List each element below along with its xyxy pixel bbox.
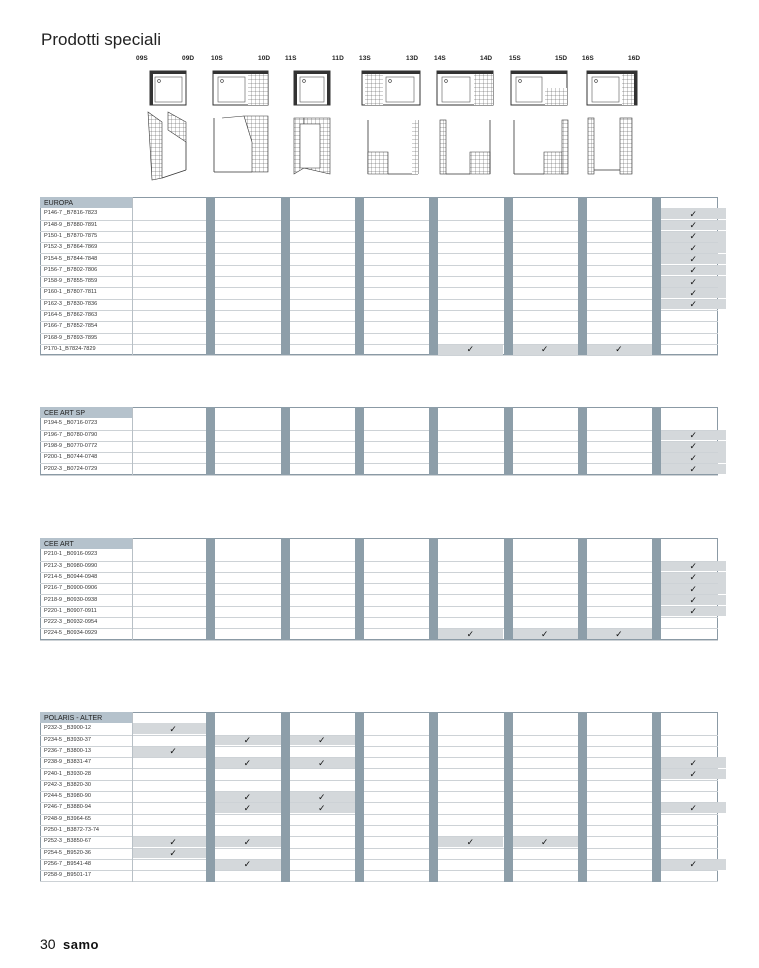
product-code: P200-1 _B0744-0748 — [44, 454, 98, 461]
product-code: P244-5 _B3980-90 — [44, 793, 91, 800]
product-code: P248-9 _B3964-65 — [44, 815, 91, 822]
check-icon: ✓ — [689, 606, 698, 617]
plan-15 — [511, 71, 567, 105]
wall-13 — [368, 120, 418, 174]
check-icon: ✓ — [689, 254, 698, 264]
check-icon: ✓ — [243, 836, 252, 847]
product-code: P220-1 _B0907-0911 — [44, 607, 97, 614]
column-bar — [281, 407, 290, 475]
column-bar — [429, 538, 438, 640]
product-code: P222-3 _B0932-0954 — [44, 619, 98, 626]
column-label-14d: 14D — [480, 55, 493, 62]
shower-diagrams — [0, 0, 759, 190]
column-label-15d: 15D — [555, 55, 568, 62]
column-label-16d: 16D — [628, 55, 641, 62]
column-bar — [355, 712, 364, 882]
check-icon: ✓ — [689, 452, 698, 463]
check-icon: ✓ — [466, 628, 475, 639]
check-icon: ✓ — [169, 723, 177, 734]
page-title: Prodotti speciali — [41, 30, 162, 49]
table-polaris-alter — [40, 712, 718, 882]
check-icon: ✓ — [689, 561, 698, 572]
check-icon: ✓ — [317, 802, 326, 813]
check-icon: ✓ — [317, 735, 326, 746]
check-icon: ✓ — [466, 344, 475, 355]
check-icon: ✓ — [689, 583, 698, 594]
page-number: 30 — [40, 936, 56, 952]
column-bar — [652, 407, 661, 475]
wall-14 — [440, 120, 490, 174]
table-row — [40, 870, 718, 882]
plan-10 — [213, 71, 268, 105]
column-bar — [355, 538, 364, 640]
wall-16 — [588, 118, 632, 174]
column-bar — [429, 712, 438, 882]
check-icon: ✓ — [689, 859, 698, 870]
wall-10 — [214, 116, 268, 172]
check-icon: ✓ — [689, 231, 698, 242]
check-icon: ✓ — [615, 344, 623, 355]
column-label-11s: 11S — [285, 55, 297, 62]
product-code: P214-5 _B0944-0948 — [44, 573, 98, 580]
product-code: P218-9 _B0930-0938 — [44, 596, 98, 603]
check-icon: ✓ — [243, 791, 252, 802]
product-code: P160-1 _B7807-7811 — [44, 289, 97, 296]
table-europa — [40, 197, 718, 355]
product-code: P238-9 _B3831-47 — [44, 759, 91, 766]
column-bar — [355, 407, 364, 475]
column-bar — [578, 712, 587, 882]
check-icon: ✓ — [466, 836, 475, 847]
check-icon: ✓ — [169, 848, 177, 859]
product-code: P196-7 _B0780-0790 — [44, 431, 98, 438]
column-label-11d: 11D — [332, 55, 344, 62]
product-code: P198-9 _B0770-0772 — [44, 442, 98, 449]
check-icon: ✓ — [540, 344, 549, 355]
column-bar — [281, 538, 290, 640]
check-icon: ✓ — [689, 208, 698, 219]
column-label-13s: 13S — [359, 55, 371, 62]
column-bar — [504, 712, 513, 882]
group-name: EUROPA — [44, 200, 74, 207]
check-icon: ✓ — [689, 299, 698, 310]
product-code: P194-5 _B0716-0723 — [44, 420, 98, 427]
product-code: P216-7 _B0900-0906 — [44, 585, 98, 592]
product-code: P170-1_B7824-7829 — [44, 345, 96, 352]
product-code: P168-9 _B7893-7895 — [44, 334, 98, 341]
group-header — [40, 407, 132, 418]
group-header — [40, 712, 132, 723]
column-divider — [132, 538, 133, 640]
column-bar — [504, 538, 513, 640]
check-icon: ✓ — [243, 859, 252, 870]
wall-11 — [294, 118, 330, 174]
column-bar — [504, 197, 513, 355]
group-header — [40, 538, 132, 549]
product-code: P158-9 _B7855-7859 — [44, 278, 98, 285]
product-code: P240-1 _B3930-28 — [44, 770, 91, 777]
column-bar — [504, 407, 513, 475]
check-icon: ✓ — [689, 441, 698, 452]
check-icon: ✓ — [689, 464, 698, 474]
group-header — [40, 197, 132, 208]
check-icon: ✓ — [689, 769, 698, 779]
wall-15 — [514, 120, 568, 174]
check-icon: ✓ — [169, 836, 177, 847]
column-label-15s: 15S — [509, 55, 521, 62]
product-code: P150-1 _B7870-7875 — [44, 232, 98, 239]
check-icon: ✓ — [317, 757, 326, 768]
check-icon: ✓ — [317, 791, 326, 802]
product-code: P224-5 _B0934-0929 — [44, 630, 98, 637]
group-name: CEE ART SP — [44, 410, 85, 417]
product-code: P162-3 _B7830-7836 — [44, 300, 98, 307]
column-bar — [355, 197, 364, 355]
table-cee-art — [40, 538, 718, 640]
column-bar — [206, 197, 215, 355]
column-label-10s: 10S — [211, 55, 223, 62]
column-bar — [281, 197, 290, 355]
column-bar — [429, 197, 438, 355]
product-code: P258-9 _B9501-17 — [44, 872, 91, 879]
product-code: P146-7 _B7816-7823 — [44, 210, 98, 217]
check-icon: ✓ — [689, 430, 698, 441]
product-code: P210-1 _B0916-0923 — [44, 551, 98, 558]
column-bar — [578, 538, 587, 640]
check-icon: ✓ — [689, 287, 698, 298]
check-icon: ✓ — [243, 802, 252, 813]
check-icon: ✓ — [243, 757, 252, 768]
product-code: P166-7 _B7852-7854 — [44, 323, 98, 330]
column-bar — [206, 712, 215, 882]
product-code: P164-5 _B7862-7863 — [44, 312, 98, 318]
column-divider — [132, 407, 133, 475]
check-icon: ✓ — [689, 242, 698, 253]
column-label-09d: 09D — [182, 55, 195, 62]
column-bar — [578, 197, 587, 355]
column-bar — [206, 538, 215, 640]
column-bar — [206, 407, 215, 475]
column-bar — [652, 538, 661, 640]
brand-logo: samo — [63, 937, 99, 952]
product-code: P256-7 _B9541-48 — [44, 860, 91, 867]
check-icon: ✓ — [689, 757, 698, 768]
plan-09 — [150, 71, 186, 105]
product-code: P246-7 _B3880-94 — [44, 804, 91, 811]
wall-09 — [148, 112, 186, 180]
plan-14 — [437, 71, 493, 105]
check-icon: ✓ — [243, 735, 252, 746]
product-code: P254-5 _B9520-36 — [44, 849, 91, 856]
check-icon: ✓ — [689, 276, 698, 287]
product-code: P154-5 _B7844-7848 — [44, 255, 98, 262]
table-row — [40, 464, 718, 476]
plan-16 — [587, 71, 637, 105]
column-label-09s: 09S — [136, 55, 148, 62]
column-bar — [429, 407, 438, 475]
check-icon: ✓ — [689, 595, 698, 605]
product-code: P202-3 _B0724-0729 — [44, 465, 98, 472]
product-code: P212-3 _B0980-0990 — [44, 562, 98, 569]
column-bar — [281, 712, 290, 882]
column-divider — [132, 712, 133, 882]
check-icon: ✓ — [540, 836, 549, 847]
group-name: CEE ART — [44, 541, 74, 548]
check-icon: ✓ — [540, 628, 549, 639]
group-name: POLARIS - ALTER — [44, 715, 103, 722]
product-code: P236-7 _B3800-13 — [44, 747, 91, 754]
product-code: P232-3 _B3900-12 — [44, 725, 91, 732]
table-cee-art-sp — [40, 407, 718, 475]
check-icon: ✓ — [689, 265, 698, 276]
column-label-14s: 14S — [434, 55, 446, 62]
column-bar — [652, 197, 661, 355]
product-code: P250-1 _B3872-73-74 — [44, 827, 100, 833]
check-icon: ✓ — [689, 802, 698, 813]
column-bar — [652, 712, 661, 882]
product-code: P234-5 _B3930-37 — [44, 736, 91, 743]
column-bar — [578, 407, 587, 475]
plan-11 — [294, 71, 330, 105]
check-icon: ✓ — [689, 220, 698, 231]
check-icon: ✓ — [689, 572, 698, 583]
product-code: P148-9 _B7880-7891 — [44, 221, 98, 228]
column-label-13d: 13D — [406, 55, 419, 62]
product-code: P152-3 _B7864-7869 — [44, 244, 98, 251]
check-icon: ✓ — [615, 628, 623, 639]
column-label-16s: 16S — [582, 55, 594, 62]
product-code: P252-3 _B3850-67 — [44, 838, 91, 845]
column-label-10d: 10D — [258, 55, 271, 62]
product-code: P156-7 _B7802-7806 — [44, 266, 98, 273]
column-divider — [132, 197, 133, 355]
product-code: P242-3 _B3820-30 — [44, 781, 91, 788]
plan-13 — [362, 71, 420, 105]
check-icon: ✓ — [169, 746, 177, 757]
